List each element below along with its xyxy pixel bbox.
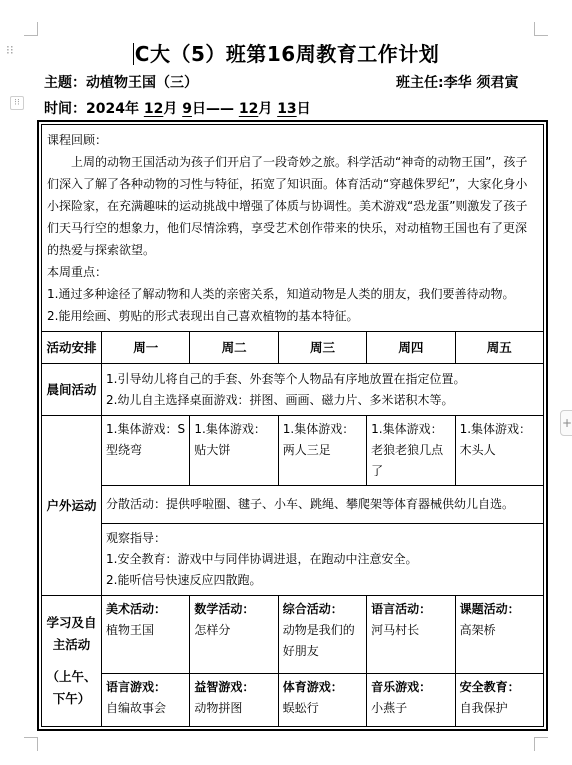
header-day-thu: 周四: [367, 332, 455, 364]
time-year: 2024年: [86, 101, 139, 117]
outdoor-label: 户外运动: [42, 416, 102, 596]
focus-label: 本周重点：: [47, 265, 108, 279]
teacher-label: 班主任:: [396, 75, 444, 91]
morning-line-1: 1.引导幼儿将自己的手套、外套等个人物品有序地放置在指定位置。: [106, 371, 466, 386]
header-day-mon: 周一: [102, 332, 190, 364]
outdoor-game-mon[interactable]: 1.集体游戏：S型绕弯: [102, 416, 190, 486]
outdoor-game-fri[interactable]: 1.集体游戏：木头人: [455, 416, 543, 486]
title-text: C大（5）班第16周教育工作计划: [134, 42, 440, 66]
study-type: 语言游戏：: [106, 680, 167, 694]
time-dash: ——: [205, 101, 239, 117]
table-move-handle-icon[interactable]: ⁝⁝: [10, 96, 24, 110]
plan-table-frame: [37, 120, 548, 731]
header-day-wed: 周三: [278, 332, 366, 364]
header-activity-label: 活动安排: [42, 332, 102, 364]
study-type: 音乐游戏：: [371, 680, 432, 694]
review-label: 课程回顾：: [47, 133, 108, 147]
study-name: 蜈蚣行: [282, 701, 319, 715]
study-cell-fri[interactable]: [455, 596, 543, 674]
morning-cell[interactable]: [102, 364, 544, 416]
month-char: 月: [163, 101, 178, 117]
study-label: [42, 596, 102, 727]
outdoor-observe-cell[interactable]: [102, 524, 544, 596]
outdoor-scatter-cell[interactable]: 分散活动：提供呼啦圈、毽子、小车、跳绳、攀爬架等体育器械供幼儿自选。: [102, 486, 544, 524]
morning-label: 晨间活动: [42, 364, 102, 416]
outdoor-game-tue[interactable]: 1.集体游戏：贴大饼: [190, 416, 278, 486]
study-cell-wed-2[interactable]: [278, 674, 366, 727]
study-type: 综合活动：: [282, 602, 343, 616]
focus-item-2: 2.能用绘画、剪贴的形式表现出自己喜欢植物的基本特征。: [47, 309, 359, 323]
study-type: 课题活动：: [459, 602, 520, 616]
morning-line-2: 2.幼儿自主选择桌面游戏：拼图、画画、磁力片、多米诺积木等。: [106, 392, 454, 407]
study-cell-tue-2[interactable]: [190, 674, 278, 727]
study-name: 高架桥: [459, 623, 496, 637]
teacher-value: 李华 须君寅: [443, 75, 519, 91]
theme-value: 动植物王国（三）: [86, 75, 198, 91]
month-char: 月: [258, 101, 273, 117]
study-type: 体育游戏：: [282, 680, 343, 694]
add-column-icon[interactable]: +: [560, 410, 572, 436]
theme-line: [44, 72, 198, 92]
study-type: 益智游戏：: [194, 680, 255, 694]
time-line: [44, 98, 311, 118]
study-type: 数学活动：: [194, 602, 255, 616]
drag-handle-icon[interactable]: ⁝⁝: [6, 43, 14, 57]
study-cell-mon[interactable]: [102, 596, 190, 674]
theme-label: 主题：: [44, 75, 86, 91]
time-end-month: 12: [238, 101, 259, 117]
page-corner-mark: [24, 22, 38, 36]
observe-line-1: 1.安全教育：游戏中与同伴协调进退，在跑动中注意安全。: [106, 552, 418, 566]
time-label: 时间：: [44, 101, 86, 117]
study-type: 语言活动：: [371, 602, 432, 616]
outdoor-game-thu[interactable]: 1.集体游戏：老狼老狼几点了: [367, 416, 455, 486]
study-name: 自我保护: [459, 701, 508, 715]
day-char: 日: [296, 101, 311, 117]
study-label-line-2: （上午、下午）: [46, 669, 97, 706]
focus-item-1: 1.通过多种途径了解动物和人类的亲密关系，知道动物是人类的朋友，我们要善待动物。: [47, 287, 515, 301]
review-text: 上周的动物王国活动为孩子们开启了一段奇妙之旅。科学活动“神奇的动物王国”，孩子们深入了解了各种动物的习性与特征，拓宽了知识面。体育活动“穿越侏罗纪”，大家化身小小探险家，在充满趣味的运动挑战中增强了体质与协调性。美术游戏“恐龙蛋”则激发了孩子们天马行空的想象力，他们尽情涂鸦，享受艺术创作带来的快乐，对动植物王国也有了更深的热爱与探索欲望。: [47, 155, 528, 257]
outdoor-game-wed[interactable]: 1.集体游戏：两人三足: [278, 416, 366, 486]
time-end-day: 13: [277, 101, 297, 117]
study-cell-fri-2[interactable]: [455, 674, 543, 727]
study-type: 安全教育：: [459, 680, 520, 694]
time-start-day: 9: [182, 101, 192, 117]
study-name: 河马村长: [371, 623, 420, 637]
study-cell-wed[interactable]: [278, 596, 366, 674]
plan-table: [41, 124, 544, 727]
study-name: 小燕子: [371, 701, 408, 715]
teacher-line: [396, 72, 518, 92]
review-cell[interactable]: [42, 125, 544, 332]
header-day-tue: 周二: [190, 332, 278, 364]
study-name: 动物是我们的好朋友: [282, 623, 355, 658]
study-cell-mon-2[interactable]: [102, 674, 190, 727]
study-cell-thu[interactable]: [367, 596, 455, 674]
page-title[interactable]: [0, 38, 572, 67]
study-label-line-1: 学习及自主活动: [46, 615, 97, 652]
observe-line-2: 2.能听信号快速反应四散跑。: [106, 573, 262, 587]
header-day-fri: 周五: [455, 332, 543, 364]
study-cell-thu-2[interactable]: [367, 674, 455, 727]
page-corner-mark: [534, 22, 548, 36]
page-corner-mark: [534, 737, 548, 751]
page-corner-mark: [24, 737, 38, 751]
study-name: 动物拼图: [194, 701, 243, 715]
time-start-month: 12: [143, 101, 164, 117]
observe-label: 观察指导：: [106, 531, 167, 545]
day-char: 日: [191, 101, 206, 117]
study-cell-tue[interactable]: [190, 596, 278, 674]
study-type: 美术活动：: [106, 602, 167, 616]
study-name: 怎样分: [194, 623, 231, 637]
text-cursor: [133, 43, 134, 65]
study-name: 自编故事会: [106, 701, 167, 715]
study-name: 植物王国: [106, 623, 155, 637]
